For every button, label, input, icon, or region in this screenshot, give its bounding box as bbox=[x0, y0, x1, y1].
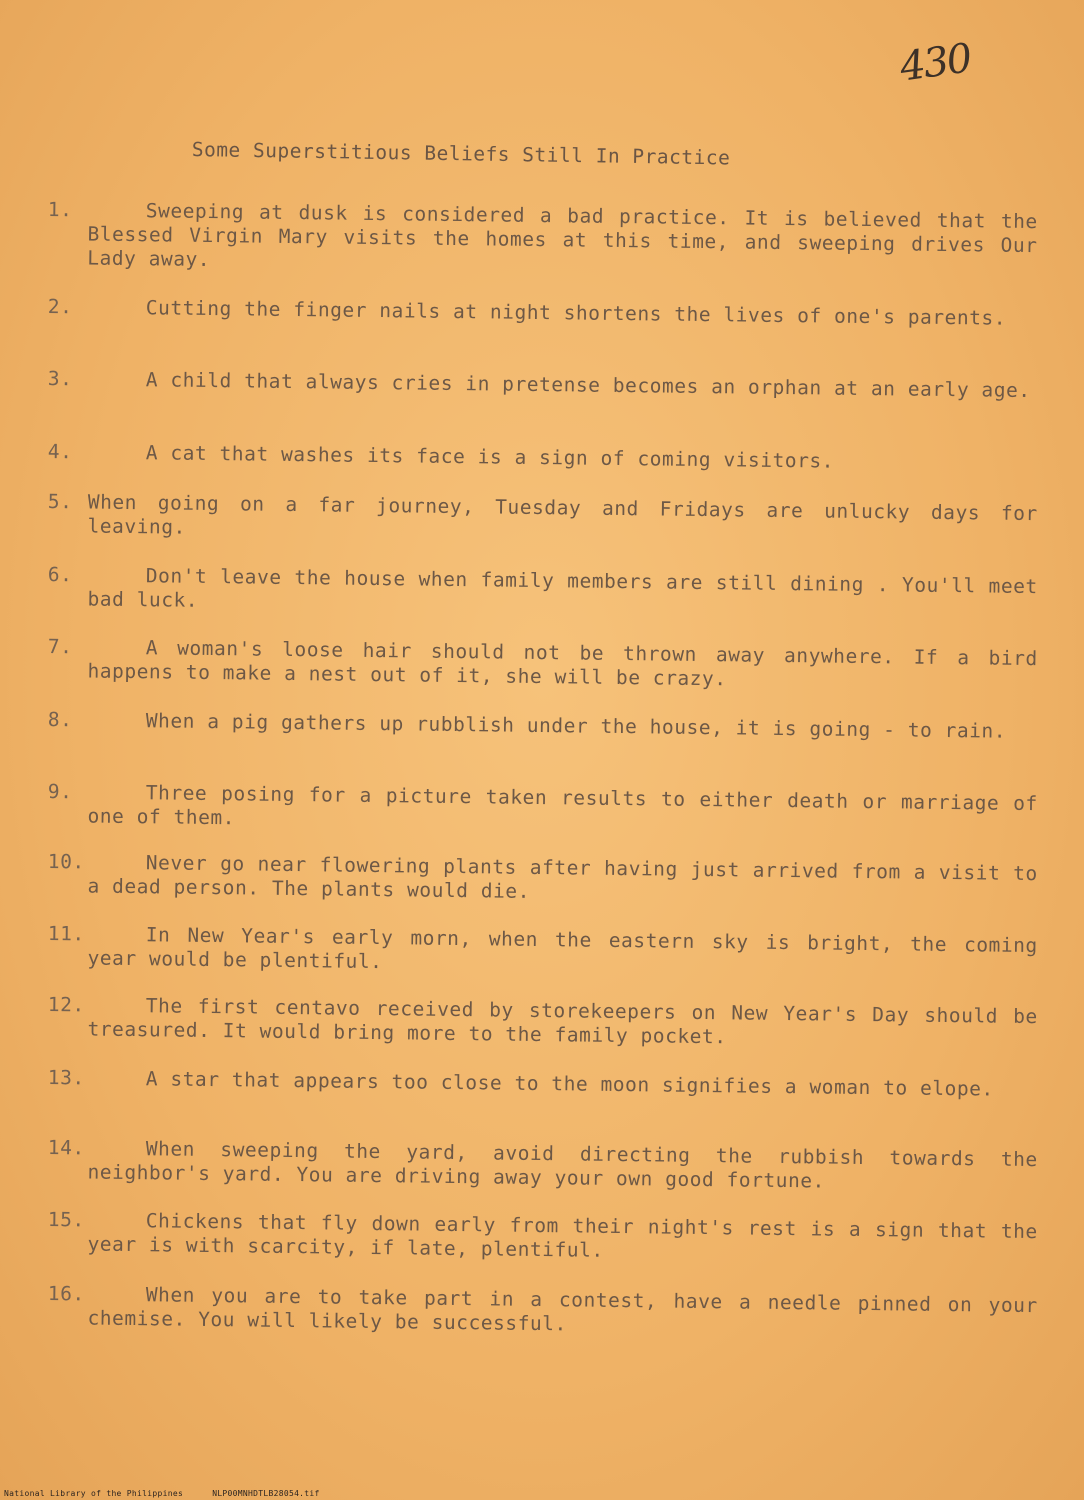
item-text: When sweeping the yard, avoid directing the rubbish towards the neighbor's yard. You are driving away your own good fortune. bbox=[87, 1137, 1038, 1193]
item-number: 6. bbox=[47, 563, 73, 587]
document-title: Some Superstitious Beliefs Still In Practice bbox=[191, 138, 731, 170]
item-number: 7. bbox=[47, 635, 73, 659]
item-number: 15. bbox=[47, 1208, 85, 1232]
list-item bbox=[47, 922, 1038, 982]
footer-filename: NLP00MNHDTLB28054.tif bbox=[212, 1489, 320, 1498]
list-item bbox=[48, 440, 1038, 476]
item-number: 1. bbox=[47, 198, 73, 222]
page-number: 430 bbox=[897, 35, 974, 91]
list-item bbox=[47, 490, 1038, 550]
item-text: A woman's loose hair should not be thrown away anywhere. If a bird happens to make a nest out of it, she will be crazy. bbox=[87, 636, 1038, 691]
item-number: 9. bbox=[47, 780, 73, 804]
item-text: A cat that washes its face is a sign of coming visitors. bbox=[145, 441, 835, 473]
item-number: 8. bbox=[47, 708, 73, 732]
item-text: Three posing for a picture taken results to either death or marriage of one of them. bbox=[87, 781, 1038, 830]
item-number: 13. bbox=[47, 1066, 85, 1090]
item-number: 4. bbox=[47, 440, 73, 464]
list-item bbox=[48, 708, 1038, 744]
list-item bbox=[47, 1208, 1038, 1268]
item-text: When a pig gathers up rubblish under the house, it is going - to rain. bbox=[145, 709, 1007, 743]
item-text: Sweeping at dusk is considered a bad practice. It is believed that the Blessed Virgin Mary visits the homes at this time, and sweeping drives Our Lady away. bbox=[87, 199, 1038, 271]
list-item bbox=[47, 850, 1038, 910]
item-number: 2. bbox=[47, 295, 73, 319]
item-number: 10. bbox=[47, 850, 85, 874]
item-text: Don't leave the house when family members are still dining . You'll meet bad luck. bbox=[87, 564, 1038, 612]
list-item bbox=[47, 993, 1038, 1053]
footer-institution: National Library of the Philippines bbox=[4, 1489, 184, 1498]
item-number: 14. bbox=[47, 1136, 85, 1160]
item-text: Chickens that fly down early from their night's rest is a sign that the year is with scarcity, if late, plentiful. bbox=[87, 1209, 1038, 1262]
list-item bbox=[47, 635, 1038, 695]
list-item bbox=[48, 367, 1038, 403]
list-item bbox=[47, 1282, 1038, 1342]
list-item bbox=[47, 198, 1038, 282]
item-text: A child that always cries in pretense becomes an orphan at an early age. bbox=[145, 368, 1031, 403]
list-item bbox=[47, 1136, 1038, 1196]
item-text: In New Year's early morn, when the eastern sky is bright, the coming year would be plentiful. bbox=[87, 923, 1038, 974]
item-text: The first centavo received by storekeepers on New Year's Day should be treasured. It would bring more to the family pocket. bbox=[87, 994, 1038, 1049]
item-text: Never go near flowering plants after having just arrived from a visit to a dead person. The plants would die. bbox=[87, 851, 1038, 903]
item-text: When you are to take part in a contest, have a needle pinned on your chemise. You will likely be successful. bbox=[87, 1283, 1038, 1336]
item-text: A star that appears too close to the moon signifies a woman to elope. bbox=[145, 1067, 994, 1101]
item-number: 16. bbox=[47, 1282, 85, 1306]
item-text: When going on a far journey, Tuesday and Fridays are unlucky days for leaving. bbox=[87, 490, 1038, 539]
list-item bbox=[47, 563, 1038, 623]
list-item bbox=[47, 780, 1038, 840]
item-number: 11. bbox=[47, 922, 85, 946]
list-item bbox=[48, 1066, 1038, 1102]
item-text: Cutting the finger nails at night shortens the lives of one's parents. bbox=[145, 296, 1007, 330]
scan-footer bbox=[4, 1489, 320, 1498]
item-number: 3. bbox=[47, 367, 73, 391]
item-number: 5. bbox=[47, 490, 73, 514]
list-item bbox=[48, 295, 1038, 331]
item-number: 12. bbox=[47, 993, 85, 1017]
